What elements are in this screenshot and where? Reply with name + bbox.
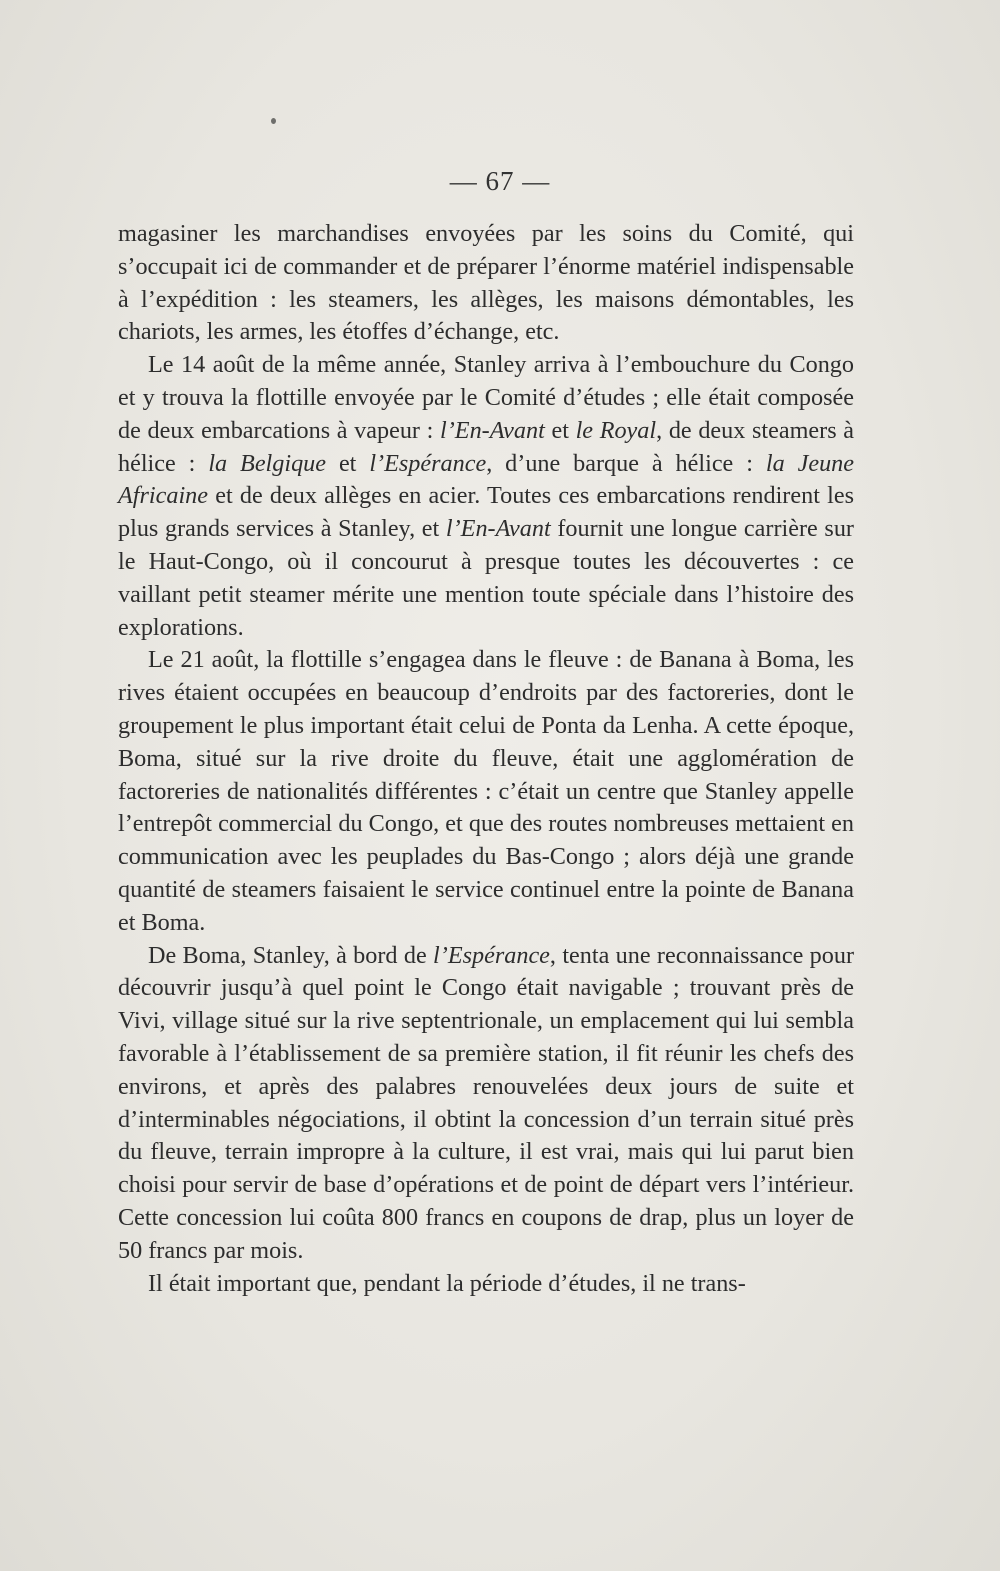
text-run: De Boma, Stanley, à bord de <box>148 941 434 969</box>
italic-text: l’En-Avant <box>440 416 545 444</box>
body-text <box>118 218 854 1300</box>
italic-text: l’Espérance <box>433 941 550 969</box>
text-run: fournit une longue carrière sur le Haut-Congo, où il concourut à presque toutes les découvertes : ce vaillant petit steamer mérite une mention toute spéciale dans l’histoire des explorations. <box>118 515 854 641</box>
text-run: et <box>326 449 370 477</box>
paragraph <box>118 644 854 939</box>
text-run: , de deux steamers à hélice : <box>118 416 855 477</box>
italic-text: la Jeune Africaine <box>118 449 854 510</box>
paragraph <box>118 940 854 1268</box>
paragraph <box>118 1268 854 1301</box>
text-run: magasiner les marchandises envoyées par les soins du Comité, qui s’occupait ici de commander et de préparer l’énorme matériel indispensable à l’expédition : les steamers, les allèges, les maisons démontables, les chariots, les armes, les étoffes d’échange, etc. <box>118 220 854 346</box>
italic-text: l’Espérance <box>369 449 487 477</box>
paragraph <box>118 218 854 349</box>
italic-text: la Belgique <box>208 449 327 477</box>
text-run: , d’une barque à hélice : <box>486 449 766 477</box>
text-run: Le 14 août de la même année, Stanley arriva à l’embouchure du Congo et y trouva la flottille envoyée par le Comité d’études ; elle était composée de deux embarcations à vapeur : <box>118 351 854 444</box>
ink-speck <box>271 118 276 124</box>
text-run: , tenta une reconnaissance pour découvrir jusqu’à quel point le Congo était navigable ; trouvant près de Vivi, village situé sur la rive septentrionale, un emplacement qui lui sembla favorable à l’établissement de sa première station, il fit réunir les chefs des environs, et après des palabres renouvelées deux jours de suite et d’interminables négociations, il obtint la concession d’un terrain situé près du fleuve, terrain impropre à la culture, il est vrai, mais qui lui parut bien choisi pour servir de base d’opérations et de point de départ vers l’intérieur. Cette concession lui coûta 800 francs en coupons de drap, plus un loyer de 50 francs par mois. <box>118 941 855 1264</box>
text-run: et <box>544 416 576 444</box>
page-number: — 67 — <box>449 166 551 196</box>
paragraph <box>118 349 854 644</box>
text-run: et de deux allèges en acier. Toutes ces embarcations rendirent les plus grands services à Stanley, et <box>118 482 854 543</box>
italic-text: le Royal <box>575 416 657 444</box>
italic-text: l’En-Avant <box>445 515 551 543</box>
text-run: Le 21 août, la flottille s’engagea dans le fleuve : de Banana à Boma, les rives étaient occupées en beaucoup d’endroits par des factoreries, dont le groupement le plus important était celui de Ponta da Lenha. A cette époque, Boma, situé sur la rive droite du fleuve, était une agglomération de factoreries de nationalités différentes : c’était un centre que Stanley appelle l’entrepôt commercial du Congo, et que des routes nombreuses mettaient en communication avec les peuplades du Bas-Congo ; alors déjà une grande quantité de steamers faisaient le service continuel entre la pointe de Banana et Boma. <box>118 646 854 936</box>
text-run: Il était important que, pendant la période d’études, il ne trans- <box>148 1269 746 1297</box>
